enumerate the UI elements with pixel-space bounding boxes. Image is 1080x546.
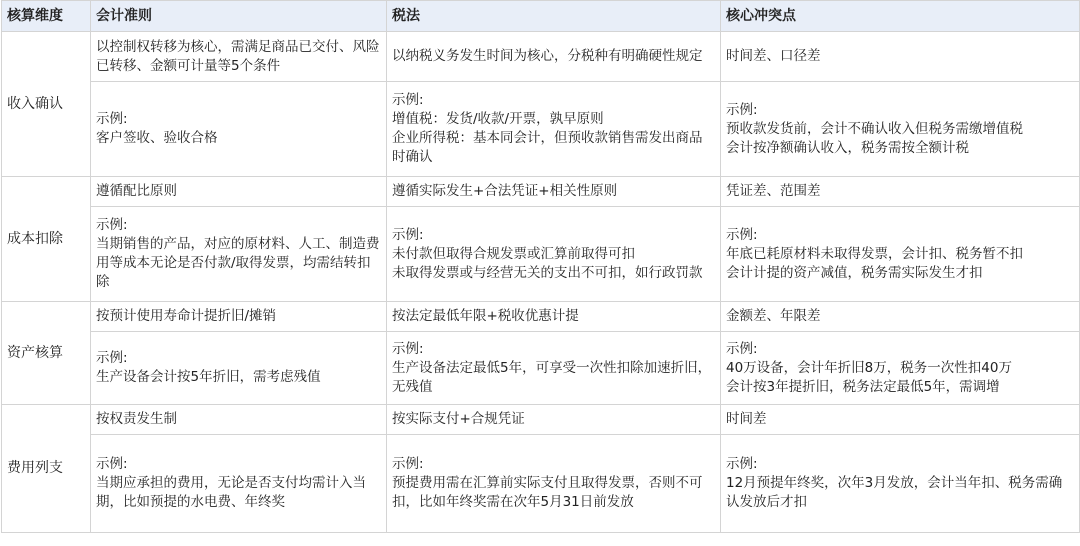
example-text: 会计按净额确认收入，税务需按全额计税 — [726, 139, 969, 156]
example-text: 当期应承担的费用，无论是否支付均需计入当期，比如预提的水电费、年终奖 — [96, 475, 366, 510]
example-text: 未取得发票或与经营无关的支出不可扣，如行政罚款 — [392, 264, 703, 281]
example-text: 未付款但取得合规发票或汇算前取得可扣 — [392, 245, 635, 262]
accounting-principle: 按预计使用寿命计提折旧/摊销 — [91, 302, 387, 332]
table-row — [2, 32, 1080, 82]
tax-principle: 遵循实际发生+合法凭证+相关性原则 — [387, 177, 721, 207]
conflict-principle: 时间差 — [721, 405, 1080, 435]
accounting-principle: 遵循配比原则 — [91, 177, 387, 207]
comparison-table — [1, 0, 1080, 533]
example-text: 生产设备法定最低5年，可享受一次性扣除加速折旧，无残值 — [392, 359, 712, 395]
dimension-cell: 成本扣除 — [2, 177, 91, 302]
table-row — [2, 82, 1080, 177]
conflict-principle: 时间差、口径差 — [721, 32, 1080, 82]
header-conflict: 核心冲突点 — [721, 1, 1080, 32]
conflict-example — [721, 207, 1080, 302]
conflict-principle: 金额差、年限差 — [721, 302, 1080, 332]
header-tax: 税法 — [387, 1, 721, 32]
table-row — [2, 302, 1080, 332]
dimension-cell: 资产核算 — [2, 302, 91, 405]
header-dimension: 核算维度 — [2, 1, 91, 32]
example-label: 示例: — [392, 456, 424, 472]
example-label: 示例: — [726, 456, 758, 472]
table-row — [2, 177, 1080, 207]
example-text: 12月预提年终奖，次年3月发放，会计当年扣、税务需确认发放后才扣 — [726, 475, 1063, 510]
tax-example — [387, 82, 721, 177]
dimension-cell: 收入确认 — [2, 32, 91, 177]
example-label: 示例: — [96, 456, 128, 472]
example-text: 预收款发货前，会计不确认收入但税务需缴增值税 — [726, 120, 1023, 137]
example-label: 示例: — [726, 226, 758, 243]
conflict-principle: 凭证差、范围差 — [721, 177, 1080, 207]
example-label: 示例: — [96, 217, 128, 233]
example-label: 示例: — [726, 340, 758, 357]
example-text: 生产设备会计按5年折旧，需考虑残值 — [96, 369, 321, 385]
example-text: 企业所得税：基本同会计，但预收款销售需发出商品时确认 — [392, 130, 703, 165]
example-text: 当期销售的产品，对应的原材料、人工、制造费用等成本无论是否付款/取得发票，均需结转扣除 — [96, 236, 380, 290]
tax-example — [387, 207, 721, 302]
header-accounting: 会计准则 — [91, 1, 387, 32]
accounting-example — [91, 82, 387, 177]
tax-principle: 按法定最低年限+税收优惠计提 — [387, 302, 721, 332]
accounting-example — [91, 332, 387, 405]
tax-principle: 以纳税义务发生时间为核心，分税种有明确硬性规定 — [387, 32, 721, 82]
example-label: 示例: — [392, 340, 424, 357]
example-text: 40万设备，会计年折旧8万，税务一次性扣40万 — [726, 359, 1012, 376]
conflict-example — [721, 82, 1080, 177]
table-row — [2, 207, 1080, 302]
example-text: 会计计提的资产减值，税务需实际发生才扣 — [726, 264, 983, 281]
example-text: 增值税：发货/收款/开票，孰早原则 — [392, 111, 604, 127]
conflict-example — [721, 332, 1080, 405]
example-text: 预提费用需在汇算前实际支付且取得发票，否则不可扣，比如年终奖需在次年5月31日前发放 — [392, 475, 703, 510]
tax-example — [387, 435, 721, 533]
header-row — [2, 1, 1080, 32]
table-row — [2, 435, 1080, 533]
example-label: 示例: — [96, 350, 128, 366]
example-text: 客户签收、验收合格 — [96, 130, 218, 146]
example-text: 会计按3年提折旧，税务法定最低5年，需调增 — [726, 378, 1000, 395]
tax-principle: 按实际支付+合规凭证 — [387, 405, 721, 435]
example-label: 示例: — [726, 101, 758, 118]
table-row — [2, 332, 1080, 405]
accounting-example — [91, 435, 387, 533]
example-label: 示例: — [96, 111, 128, 127]
conflict-example — [721, 435, 1080, 533]
example-text: 年底已耗原材料未取得发票，会计扣、税务暂不扣 — [726, 245, 1023, 262]
accounting-example — [91, 207, 387, 302]
example-label: 示例: — [392, 226, 424, 243]
example-label: 示例: — [392, 92, 424, 108]
tax-example — [387, 332, 721, 405]
accounting-principle: 按权责发生制 — [91, 405, 387, 435]
accounting-principle: 以控制权转移为核心，需满足商品已交付、风险已转移、金额可计量等5个条件 — [91, 32, 387, 82]
dimension-cell: 费用列支 — [2, 405, 91, 533]
table-row — [2, 405, 1080, 435]
